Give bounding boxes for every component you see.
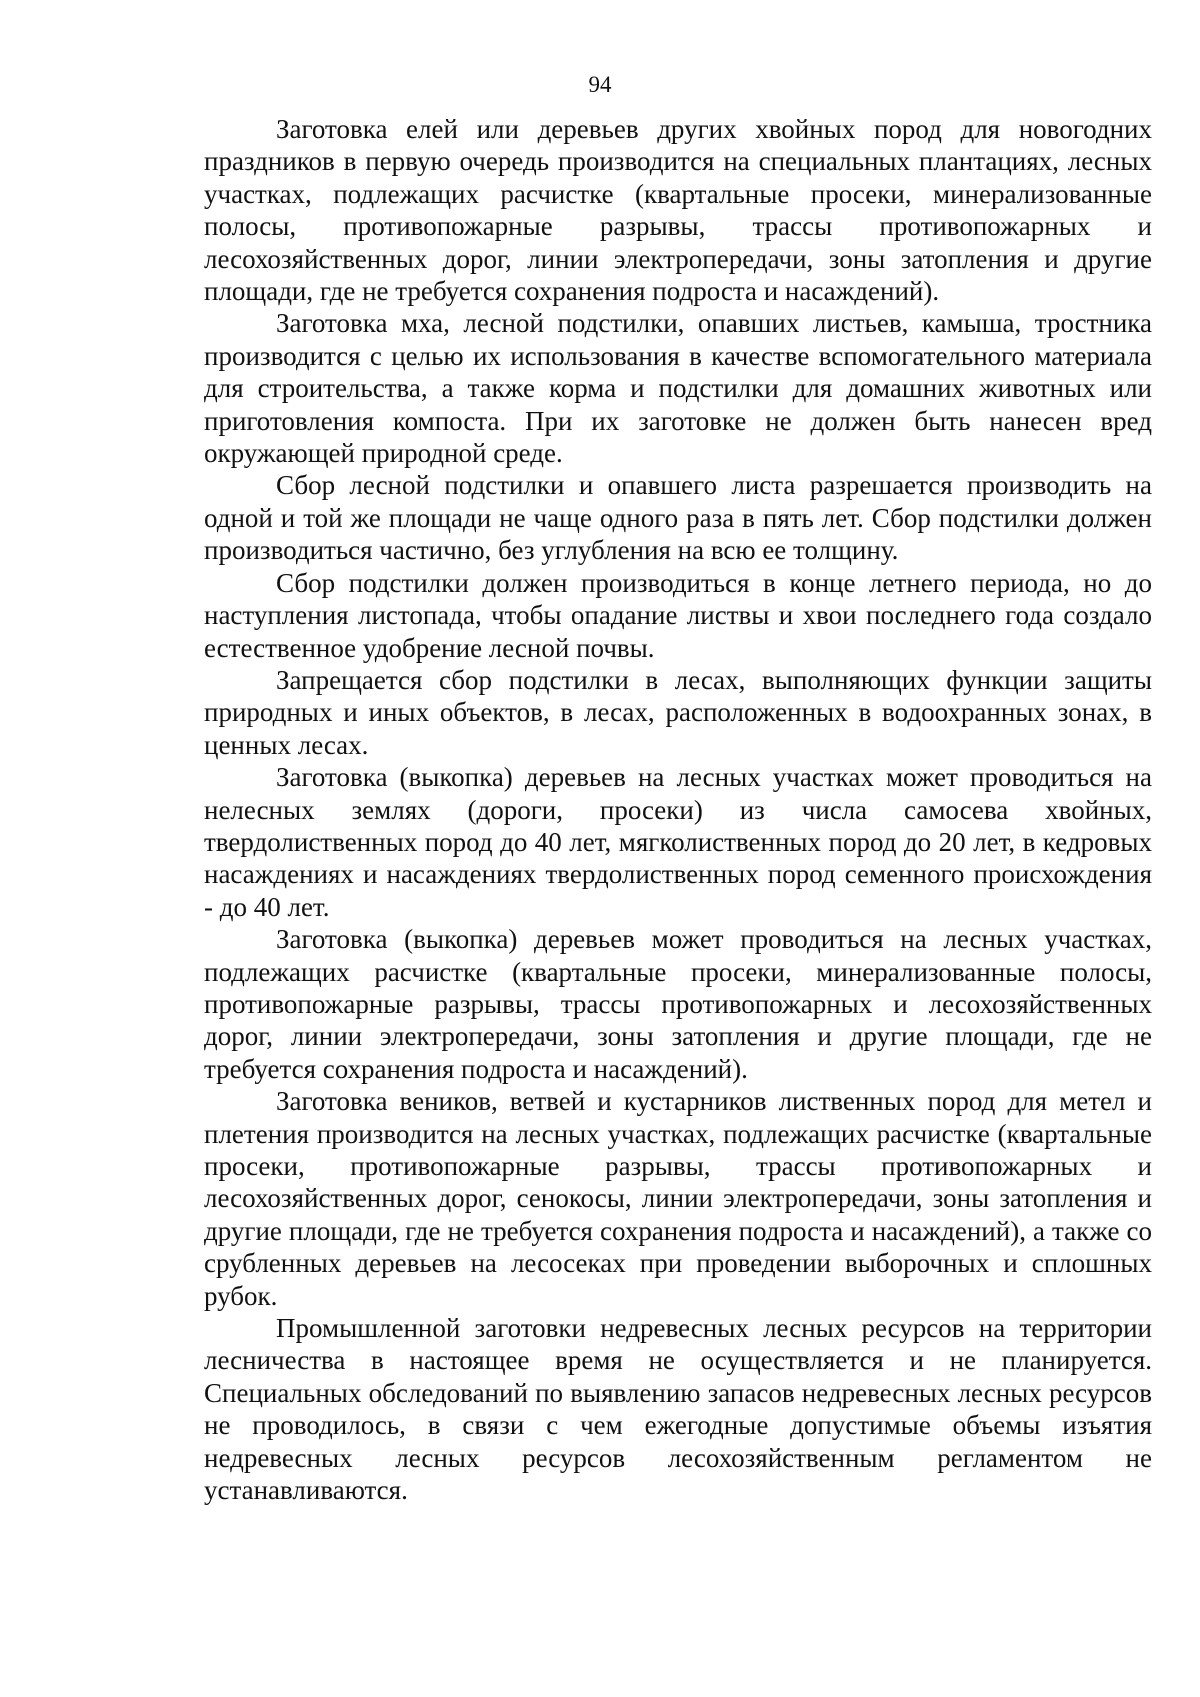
paragraph-4: Сбор подстилки должен производиться в конце летнего периода, но до наступления листопада, чтобы опадание листвы и хвои последнего года создало естественное удобрение лесной почвы. xyxy=(204,567,1152,663)
paragraph-1: Заготовка елей или деревьев других хвойных пород для новогодних праздников в первую очередь производится на специальных плантациях, лесных участках, подлежащих расчистке (квартальные просеки, минерализованные полосы, противопожарные разрывы, трассы противопожарных и лесохозяйственных дорог, линии электропередачи, зоны затопления и другие площади, где не требуется сохранения подроста и насаждений). xyxy=(204,114,1152,307)
paragraph-8: Заготовка веников, ветвей и кустарников лиственных пород для метел и плетения производится на лесных участках, подлежащих расчистке (квартальные просеки, противопожарные разрывы, трассы противопожарных и лесохозяйственных дорог, сенокосы, линии электропередачи, зоны затопления и другие площади, где не требуется сохранения подроста и насаждений), а также со срубленных деревьев на лесосеках при проведении выборочных и сплошных рубок. xyxy=(204,1086,1152,1311)
paragraph-5: Запрещается сбор подстилки в лесах, выполняющих функции защиты природных и иных объектов, в лесах, расположенных в водоохранных зонах, в ценных лесах. xyxy=(204,664,1152,760)
paragraph-3: Сбор лесной подстилки и опавшего листа разрешается производить на одной и той же площади не чаще одного раза в пять лет. Сбор подстилки должен производиться частично, без углубления на всю ее толщину. xyxy=(204,470,1152,566)
paragraph-6: Заготовка (выкопка) деревьев на лесных участках может проводиться на нелесных землях (дороги, просеки) из числа самосева хвойных, твердолиственных пород до 40 лет, мягколиственных пород до 20 лет, в кедровых насаждениях и насаждениях твердолиственных пород семенного происхождения - до 40 лет. xyxy=(204,762,1152,922)
paragraph-2: Заготовка мха, лесной подстилки, опавших листьев, камыша, тростника производится с целью их использования в качестве вспомогательного материала для строительства, а также корма и подстилки для домашних животных или приготовления компоста. При их заготовке не должен быть нанесен вред окружающей природной среде. xyxy=(204,308,1152,469)
paragraph-7: Заготовка (выкопка) деревьев может проводиться на лесных участках, подлежащих расчистке (квартальные просеки, минерализованные полосы, противопожарные разрывы, трассы противопожарных и лесохозяйственных дорог, линии электропередачи, зоны затопления и другие площади, где не требуется сохранения подроста и насаждений). xyxy=(204,924,1152,1084)
document-body xyxy=(204,113,1152,1506)
paragraph-9: Промышленной заготовки недревесных лесных ресурсов на территории лесничества в настоящее время не осуществляется и не планируется. Специальных обследований по выявлению запасов недревесных лесных ресурсов не проводилось, в связи с чем ежегодные допустимые объемы изъятия недревесных лесных ресурсов лесохозяйственным регламентом не устанавливаются. xyxy=(204,1313,1152,1506)
page-number: 94 xyxy=(588,72,612,97)
